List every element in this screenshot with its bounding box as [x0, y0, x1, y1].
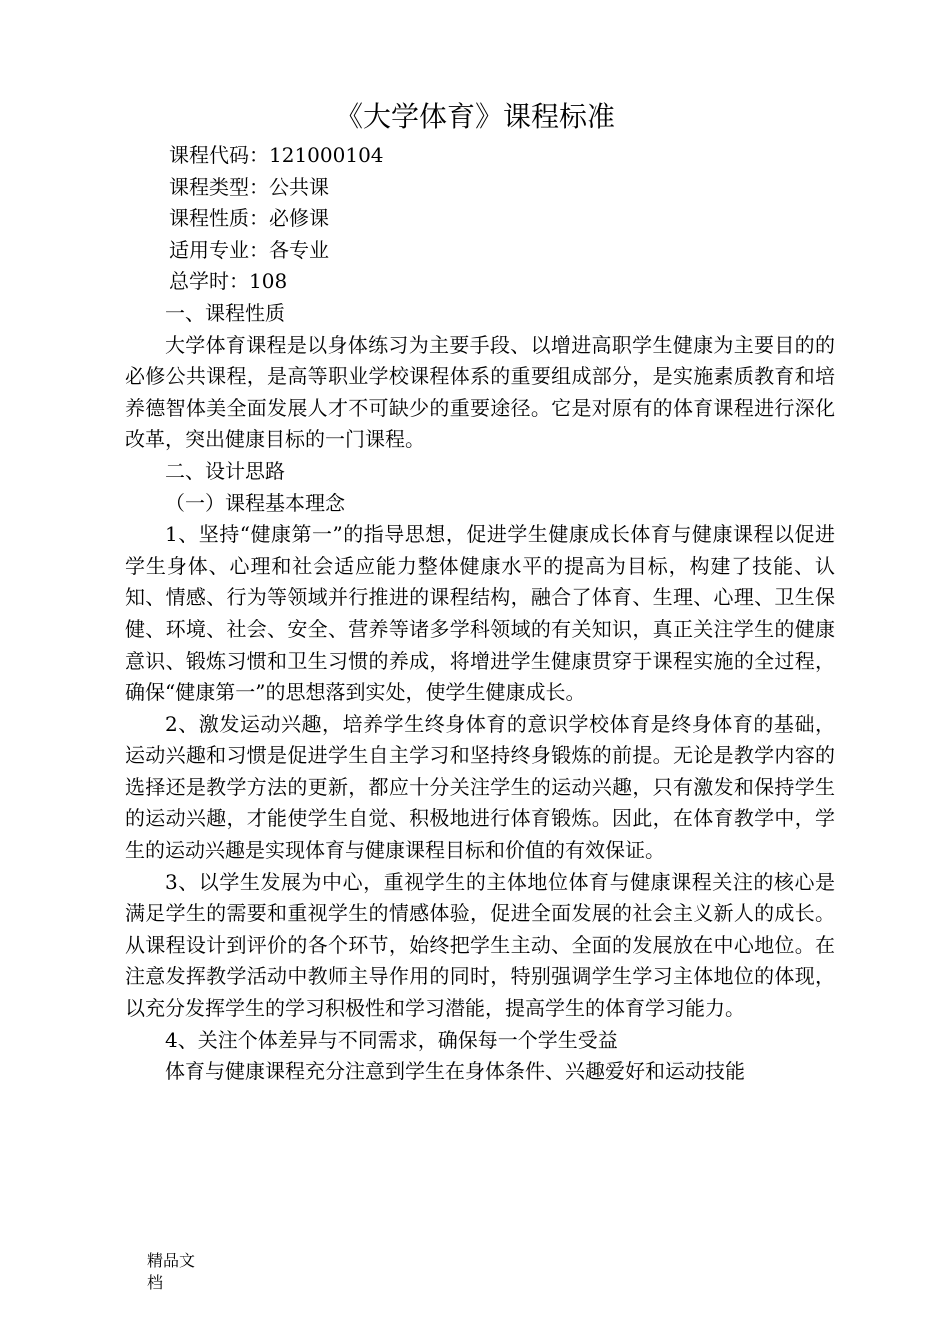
paragraph-course-nature: 大学体育课程是以身体练习为主要手段、以增进高职学生健康为主要目的的必修公共课程，是高等职业学校课程体系的重要组成部分，是实施素质教育和培养德智体美全面发展人才不可缺少的重要途径。它是对原有的体育课程进行深化改革，突出健康目标的一门课程。: [125, 332, 835, 452]
course-code: 课程代码：121000104: [169, 143, 384, 167]
section-heading-2: 二、设计思路: [165, 458, 285, 483]
paragraph-concept-4-body: 体育与健康课程充分注意到学生在身体条件、兴趣爱好和运动技能: [165, 1059, 745, 1084]
document-title: 《大学体育》课程标准: [334, 100, 615, 133]
total-hours: 总学时：108: [169, 269, 288, 294]
paragraph-concept-4-heading: 4、关注个体差异与不同需求，确保每一个学生受益: [165, 1027, 618, 1052]
applicable-major: 适用专业：各专业: [169, 237, 329, 262]
course-nature: 课程性质：必修课: [169, 206, 329, 231]
subsection-heading-1: （一）课程基本理念: [165, 490, 345, 515]
document-body: [125, 140, 835, 1088]
course-type: 课程类型：公共课: [169, 174, 329, 199]
paragraph-concept-3: 3、以学生发展为中心，重视学生的主体地位体育与健康课程关注的核心是满足学生的需要和重视学生的情感体验，促进全面发展的社会主义新人的成长。从课程设计到评价的各个环节，始终把学生主动、全面的发展放在中心地位。在注意发挥教学活动中教师主导作用的同时，特别强调学生学习主体地位的体现，以充分发挥学生的学习积极性和学习潜能，提高学生的体育学习能力。: [125, 869, 835, 1021]
footer-watermark-text: 精品文档: [147, 1251, 196, 1292]
paragraph-concept-1: 1、坚持“健康第一”的指导思想，促进学生健康成长体育与健康课程以促进学生身体、心理和社会适应能力整体健康水平的提高为目标，构建了技能、认知、情感、行为等领域并行推进的课程结构，融合了体育、生理、心理、卫生保健、环境、社会、安全、营养等诸多学科领域的有关知识，真正关注学生的健康意识、锻炼习惯和卫生习惯的养成，将增进学生健康贯穿于课程实施的全过程，确保“健康第一”的思想落到实处，使学生健康成长。: [125, 522, 835, 705]
paragraph-concept-2: 2、激发运动兴趣，培养学生终身体育的意识学校体育是终身体育的基础，运动兴趣和习惯是促进学生自主学习和坚持终身锻炼的前提。无论是教学内容的选择还是教学方法的更新，都应十分关注学生的运动兴趣，只有激发和保持学生的运动兴趣，才能使学生自觉、积极地进行体育锻炼。因此，在体育教学中，学生的运动兴趣是实现体育与健康课程目标和价值的有效保证。: [125, 711, 835, 863]
section-heading-1: 一、课程性质: [165, 300, 285, 325]
